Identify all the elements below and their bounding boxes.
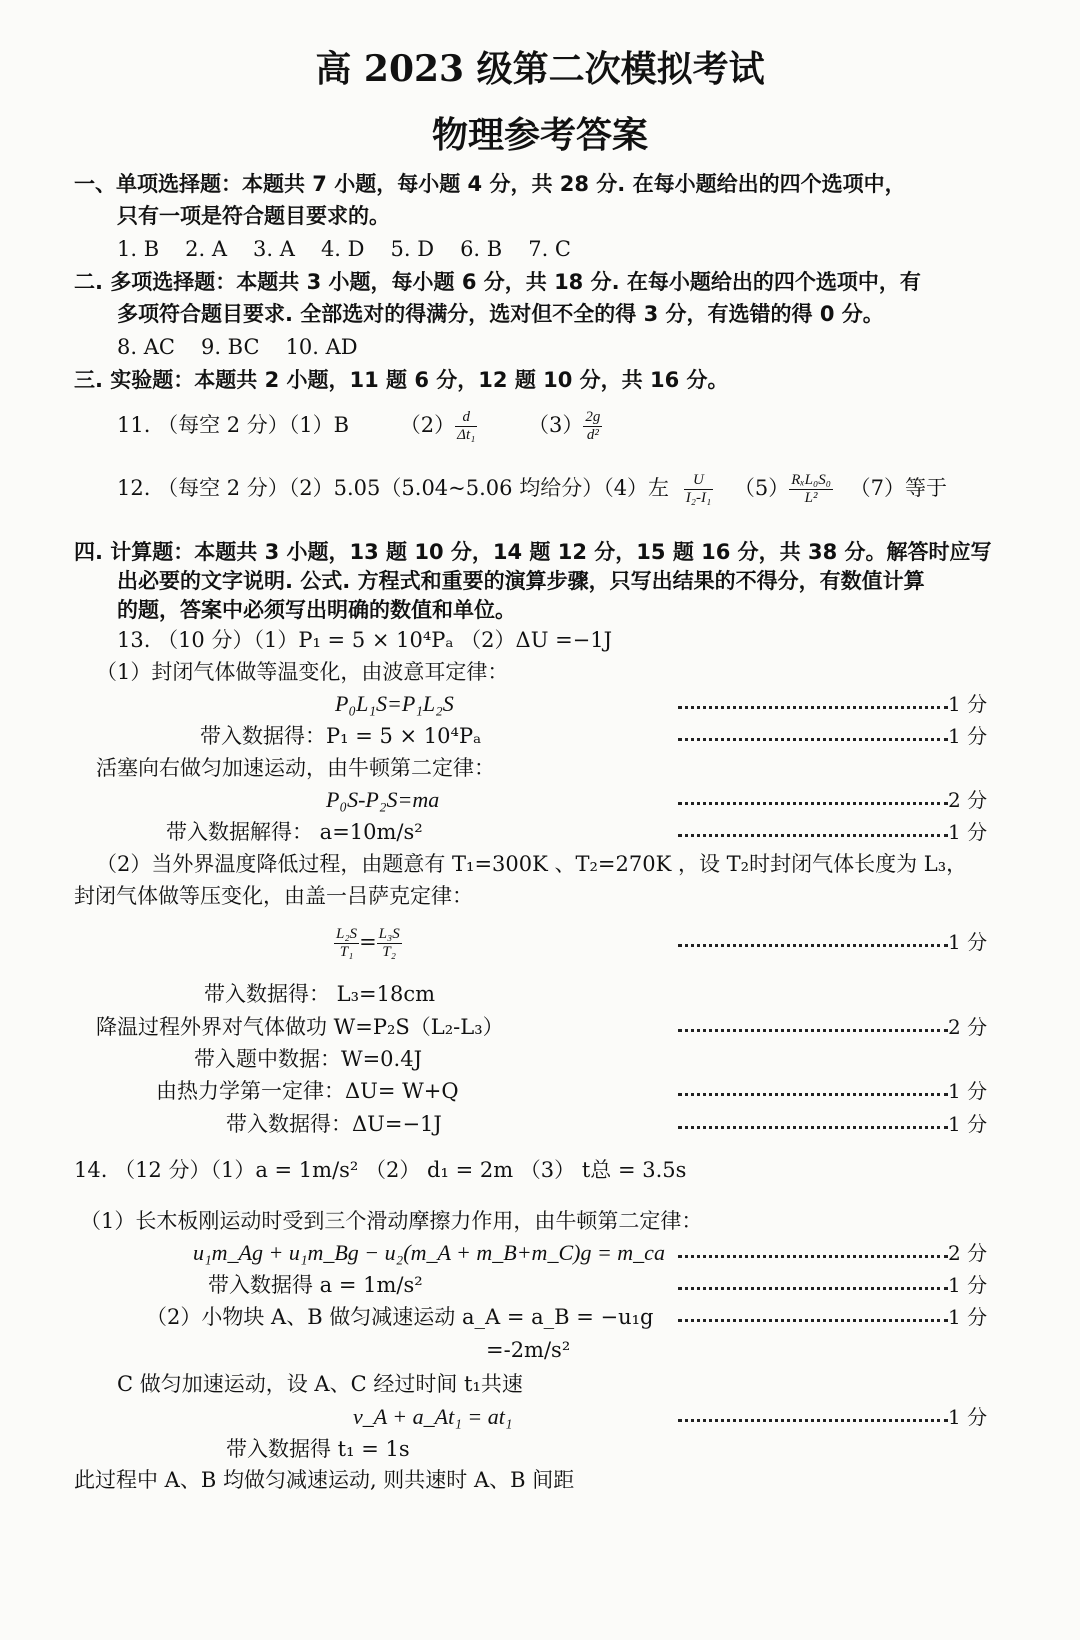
answer-8: 8. AC	[117, 335, 175, 359]
q13-eq-du: 带入数据得：ΔU=−1J	[226, 1112, 442, 1136]
q14-eq-common-speed: v_A + a_At₁ = at₁	[353, 1404, 513, 1429]
answer-3: 3. A	[253, 237, 295, 261]
q14-eq-aa-value: =-2m/s²	[486, 1338, 571, 1362]
section-3-heading: 三. 实验题：本题共 2 小题，11 题 6 分，12 题 10 分，共 16 分。	[74, 368, 729, 392]
q13-eq-first-law: 由热力学第一定律：ΔU= W+Q	[156, 1079, 459, 1103]
q13-score-5	[678, 928, 988, 956]
q13-eq-work: 降温过程外界对气体做功 W=P₂S（L₂-L₃）	[96, 1015, 504, 1039]
q14-eq-t1: 带入数据得 t₁ = 1s	[226, 1437, 410, 1461]
score-label: 2 分	[948, 1015, 988, 1039]
dot-leader	[678, 1271, 948, 1290]
score-label: 1 分	[948, 930, 988, 954]
section-4-heading: 四. 计算题：本题共 3 小题，13 题 10 分，14 题 12 分，15 题 16 分，共 38 分。解答时应写	[74, 540, 992, 564]
q12-b-numerator: U	[684, 472, 713, 490]
q13-score-7	[678, 1077, 988, 1105]
q12-part-d: （7）等于	[849, 476, 947, 500]
q12-fraction-b	[684, 472, 713, 507]
score-label: 1 分	[948, 1405, 988, 1429]
q12-answer	[117, 468, 947, 508]
dot-leader	[678, 1403, 948, 1422]
dot-leader	[678, 722, 948, 741]
gay-lussac-eq: =	[359, 930, 377, 954]
dot-leader	[678, 1077, 948, 1096]
dot-leader	[678, 1013, 948, 1032]
q13-eq-boyle: P₀L₁S=P₁L₂S	[335, 691, 454, 716]
page-subtitle: 物理参考答案	[431, 114, 648, 156]
score-label: 1 分	[948, 724, 988, 748]
q11-c-denominator: d²	[586, 427, 599, 443]
q13-text-2: 活塞向右做匀加速运动，由牛顿第二定律：	[96, 756, 495, 780]
q11-answer	[117, 405, 602, 445]
section-2-answers	[117, 333, 384, 361]
q12-c-numerator: RₓL₀S₀	[791, 472, 831, 488]
dot-leader	[678, 1303, 948, 1322]
q14-score-3	[678, 1303, 988, 1331]
q14-text-3: 此过程中 A、B 均做匀减速运动, 则共速时 A、B 间距	[74, 1468, 575, 1492]
q13-eq-p1: 带入数据得：P₁ = 5 × 10⁴Pₐ	[200, 724, 482, 748]
q13-score-8	[678, 1110, 988, 1138]
q13-eq-a: 带入数据解得： a=10m/s²	[166, 820, 423, 844]
score-label: 1 分	[948, 1112, 988, 1136]
answer-9: 9. BC	[200, 335, 260, 359]
dot-leader	[678, 1110, 948, 1129]
q13-text-1: （1）封闭气体做等温变化，由波意耳定律：	[96, 660, 509, 684]
q14-text-2: C 做匀加速运动，设 A、C 经过时间 t₁共速	[117, 1372, 523, 1396]
q11-fraction-c	[583, 409, 602, 444]
section-1-answers	[117, 235, 597, 263]
q14-score-4	[678, 1403, 988, 1431]
q13-eq-l3: 带入数据得： L₃=18cm	[204, 982, 436, 1006]
q14-text-1: （1）长木板刚运动时受到三个滑动摩擦力作用，由牛顿第二定律：	[80, 1209, 703, 1233]
section-1-heading: 一、单项选择题：本题共 7 小题，每小题 4 分，共 28 分. 在每小题给出的四个选项中，	[74, 172, 906, 196]
answer-10: 10. AD	[285, 335, 358, 359]
answer-7: 7. C	[528, 237, 571, 261]
q13-score-1	[678, 690, 988, 718]
q13-eq-w: 带入题中数据：W=0.4J	[194, 1047, 422, 1071]
q13-score-2	[678, 722, 988, 750]
answer-2: 2. A	[185, 237, 228, 261]
q11-b-numerator: d	[455, 409, 477, 427]
answer-4: 4. D	[320, 237, 365, 261]
q13-score-3	[678, 786, 988, 814]
q11-part-c-label: （3）	[528, 413, 584, 437]
q13-score-6	[678, 1013, 988, 1041]
section-1-heading-cont: 只有一项是符合题目要求的。	[117, 204, 390, 228]
q13-text-4: 封闭气体做等压变化，由盖一吕萨克定律：	[74, 884, 473, 908]
score-label: 2 分	[948, 1241, 988, 1265]
score-label: 1 分	[948, 820, 988, 844]
answer-5: 5. D	[390, 237, 435, 261]
q14-score-2	[678, 1271, 988, 1299]
q13-eq-gay-lussac	[334, 920, 402, 964]
q14-eq-aa: （2）小物块 A、B 做匀减速运动 a_A = a_B = −u₁g	[146, 1305, 654, 1329]
q13-header: 13. （10 分）（1）P₁ = 5 × 10⁴Pₐ （2）ΔU =−1J	[117, 628, 613, 652]
dot-leader	[678, 818, 948, 837]
section-4-heading-cont2: 的题，答案中必须写出明确的数值和单位。	[117, 598, 516, 622]
q11-b-denominator: Δt₁	[457, 427, 476, 443]
section-2-heading: 二. 多项选择题：本题共 3 小题，每小题 6 分，共 18 分. 在每小题给出的四个选项中，有	[74, 270, 921, 294]
dot-leader	[678, 1239, 948, 1258]
section-4-heading-cont: 出必要的文字说明. 公式. 方程式和重要的演算步骤，只写出结果的不得分，有数值计算	[117, 569, 925, 593]
q12-b-denominator: I₂-I₁	[685, 490, 712, 506]
q12-part-a: 12. （每空 2 分）（2）5.05（5.04~5.06 均给分）（4）左	[117, 476, 670, 500]
q11-c-numerator: 2g	[585, 409, 601, 425]
dot-leader	[678, 928, 948, 947]
gay-lussac-left-den: T₁	[339, 944, 354, 960]
q11-part-b-label: （2）	[399, 413, 456, 437]
score-label: 2 分	[948, 788, 988, 812]
score-label: 1 分	[948, 1079, 988, 1103]
q14-score-1	[678, 1239, 988, 1267]
score-label: 1 分	[948, 692, 988, 716]
dot-leader	[678, 690, 948, 709]
gay-lussac-left	[334, 926, 359, 961]
q13-text-3: （2）当外界温度降低过程，由题意有 T₁=300K 、T₂=270K ，设 T₂时封闭气体长度为 L₃，	[96, 852, 968, 876]
q14-eq-a: 带入数据得 a = 1m/s²	[208, 1273, 423, 1297]
q13-score-4	[678, 818, 988, 846]
page-title: 高 2023 级第二次模拟考试	[315, 48, 765, 90]
q12-c-denominator: L²	[804, 490, 818, 506]
answer-6: 6. B	[460, 237, 503, 261]
score-label: 1 分	[948, 1273, 988, 1297]
q14-eq-newton: u₁m_Ag + u₁m_Bg − u₂(m_A + m_B+m_C)g = m_ca	[193, 1240, 665, 1265]
score-label: 1 分	[948, 1305, 988, 1329]
q11-fraction-b	[455, 409, 477, 444]
q11-part-a: 11. （每空 2 分）（1）B	[117, 413, 350, 437]
gay-lussac-right	[377, 926, 402, 961]
section-2-heading-cont: 多项符合题目要求. 全部选对的得满分，选对但不全的得 3 分，有选错的得 0 分。	[117, 302, 884, 326]
gay-lussac-right-num: L₃S	[378, 926, 400, 942]
gay-lussac-right-den: T₂	[382, 944, 396, 960]
gay-lussac-left-num: L₂S	[336, 926, 358, 942]
q12-fraction-c	[789, 472, 833, 507]
answer-1: 1. B	[117, 237, 160, 261]
q14-header: 14. （12 分）（1）a = 1m/s² （2） d₁ = 2m （3） t总 = 3.5s	[74, 1158, 687, 1182]
q13-eq-newton: P₀S-P₂S=ma	[326, 787, 440, 812]
q12-part-c-label: （5）	[733, 476, 790, 500]
dot-leader	[678, 786, 948, 805]
